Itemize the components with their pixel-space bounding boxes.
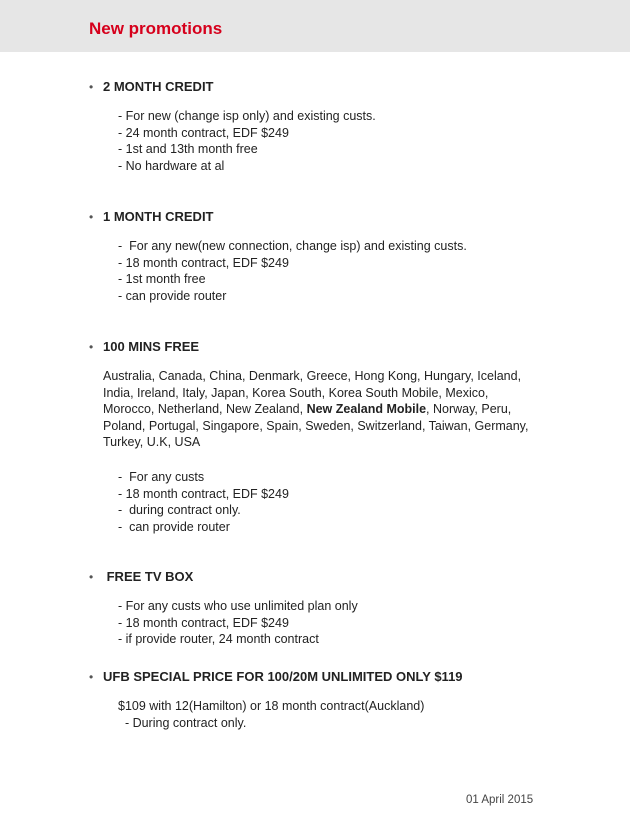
promo-100-mins-free <box>89 338 609 535</box>
section-heading <box>89 338 609 356</box>
bullet-icon: • <box>89 670 94 684</box>
list-item: - 24 month contract, EDF $249 <box>118 125 289 140</box>
bullet-icon: • <box>89 210 94 224</box>
list-item: - can provide router <box>118 519 230 534</box>
country-list <box>103 368 533 451</box>
section-heading-text: 2 MONTH CREDIT <box>103 79 214 94</box>
list-item: - No hardware at al <box>118 158 225 173</box>
section-heading-text: UFB SPECIAL PRICE FOR 100/20M UNLIMITED ONLY $119 <box>103 669 463 684</box>
list-item: - 18 month contract, EDF $249 <box>118 255 289 270</box>
section-heading <box>89 668 609 686</box>
list-item: - For new (change isp only) and existing custs. <box>118 109 376 123</box>
bullet-icon: • <box>89 80 94 94</box>
promo-2-month-credit <box>89 78 609 174</box>
list-item: - During contract only. <box>118 715 247 730</box>
section-heading-text: 100 MINS FREE <box>103 339 200 354</box>
list-item: - For any custs <box>118 469 205 484</box>
list-item: - during contract only. <box>118 503 241 518</box>
section-lines <box>118 108 609 174</box>
list-item: - 1st and 13th month free <box>118 142 258 157</box>
list-item: - 18 month contract, EDF $249 <box>118 486 289 501</box>
bullet-icon: • <box>89 570 94 584</box>
country-list-bold: New Zealand Mobile <box>306 402 427 417</box>
section-lines <box>118 598 609 648</box>
country-list-text-end: , Norway, Peru, Poland, Portugal, Singapore, Spain, Sweden, Switzerland, Taiwan, Germany, Turkey, U.K, USA <box>103 402 529 450</box>
section-heading <box>89 568 609 586</box>
bullet-icon: • <box>89 340 94 354</box>
section-lines <box>118 469 609 535</box>
list-item: - For any new(new connection, change isp) and existing custs. <box>118 239 467 253</box>
section-heading <box>89 78 609 96</box>
list-item: - 1st month free <box>118 272 206 287</box>
footer-date: 01 April 2015 <box>466 794 534 806</box>
promo-free-tv-box <box>89 568 609 648</box>
header-bar <box>0 0 630 52</box>
list-item: $109 with 12(Hamilton) or 18 month contract(Auckland) <box>118 699 425 713</box>
list-item: - can provide router <box>118 288 227 303</box>
section-heading-text: 1 MONTH CREDIT <box>103 209 214 224</box>
section-heading <box>89 208 609 226</box>
list-item: - if provide router, 24 month contract <box>118 632 319 647</box>
section-lines <box>118 238 609 304</box>
section-heading-text: FREE TV BOX <box>103 569 194 584</box>
promo-ufb-special-price <box>89 668 609 731</box>
country-list-text: Australia, Canada, China, Denmark, Greece, Hong Kong, Hungary, Iceland, India, Ireland, Italy, Japan, Korea South, Korea South Mobile, Mexico, Morocco, Netherland, New Zealand, <box>103 369 522 417</box>
list-item: - 18 month contract, EDF $249 <box>118 615 289 630</box>
promo-1-month-credit <box>89 208 609 304</box>
section-lines <box>118 698 609 731</box>
list-item: - For any custs who use unlimited plan only <box>118 599 358 613</box>
page-title: New promotions <box>89 19 223 38</box>
